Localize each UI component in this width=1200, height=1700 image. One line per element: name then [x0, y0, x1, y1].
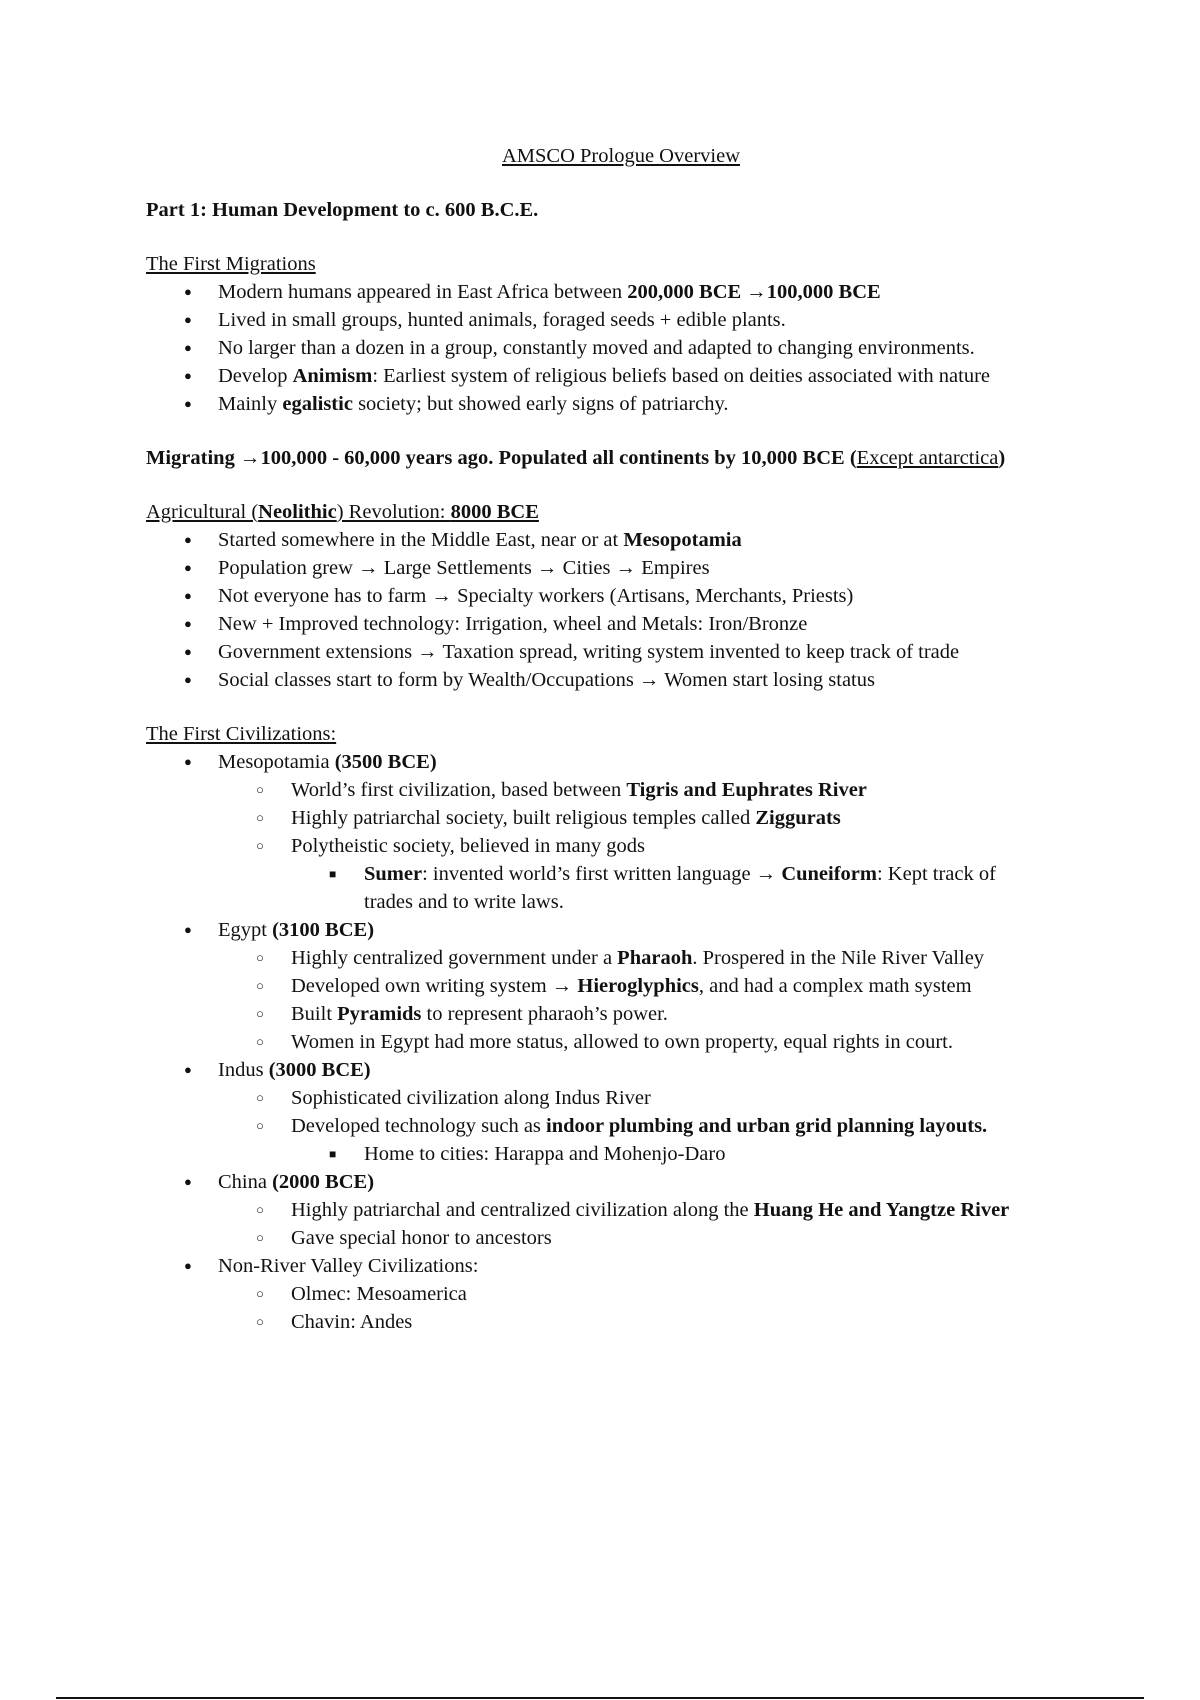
list-item: ■ Home to cities: Harappa and Mohenjo-Daro — [291, 1140, 1096, 1168]
list-item-china: ● China (2000 BCE) ○ Highly patriarchal and centralized civilization along the Huang He and Yangtze River ○ Gave special honor to ancestors — [146, 1168, 1096, 1252]
page-bottom-rule — [56, 1697, 1144, 1699]
list-item: ○ Women in Egypt had more status, allowed to own property, equal rights in court. — [218, 1028, 1096, 1056]
list-item-egypt: ● Egypt (3100 BCE) ○ Highly centralized government under a Pharaoh. Prospered in the Nile River Valley ○ Developed own writing system → Hieroglyphics, and had a complex math system ○ Built Pyramids to represent pharaoh’s power. ○ Women in Egypt had more status, allowed to own property, equal rights in court. — [146, 916, 1096, 1056]
section-first-civilizations — [146, 720, 1096, 1336]
list-item-indus: ● Indus (3000 BCE) ○ Sophisticated civilization along Indus River ○ Developed technology such as indoor plumbing and urban grid planning layouts. ■ Home to cities: Harappa and Mohenjo-Daro — [146, 1056, 1096, 1168]
sub-list — [146, 1280, 1096, 1336]
sub-list — [146, 776, 1096, 916]
list-item: ● Lived in small groups, hunted animals, foraged seeds + edible plants. — [146, 306, 1096, 334]
sub-list — [146, 1084, 1096, 1168]
document-title: AMSCO Prologue Overview — [501, 145, 740, 167]
list-item: ○ Polytheistic society, believed in many gods ■ Sumer: invented world’s first written language → Cuneiform: Kept track of trades and to write laws. — [218, 832, 1096, 916]
list-item: ● Not everyone has to farm → Specialty workers (Artisans, Merchants, Priests) — [146, 582, 1096, 610]
list-item: ● Social classes start to form by Wealth/Occupations → Women start losing status — [146, 666, 1096, 694]
section-first-migrations — [146, 250, 1096, 418]
list-item: ● Government extensions → Taxation spread, writing system invented to keep track of trade — [146, 638, 1096, 666]
section-heading: The First Migrations — [146, 253, 316, 275]
part-heading: Part 1: Human Development to c. 600 B.C.E. — [146, 199, 539, 221]
list-item: ● New + Improved technology: Irrigation, wheel and Metals: Iron/Bronze — [146, 610, 1096, 638]
list-item: ○ Gave special honor to ancestors — [218, 1224, 1096, 1252]
list-item: ○ Built Pyramids to represent pharaoh’s power. — [218, 1000, 1096, 1028]
list-item: ● Develop Animism: Earliest system of religious beliefs based on deities associated with nature — [146, 362, 1096, 390]
sub-sub-list — [291, 860, 1096, 916]
bullet-list — [146, 526, 1096, 694]
bullet-list — [146, 278, 1096, 418]
document-page — [146, 142, 1096, 1336]
list-item: ● Started somewhere in the Middle East, near or at Mesopotamia — [146, 526, 1096, 554]
list-item-mesopotamia: ● Mesopotamia (3500 BCE) ○ World’s first civilization, based between Tigris and Euphrates River ○ Highly patriarchal society, built religious temples called Ziggurats ○ Polytheistic society, believed in many gods ■ Sumer: invented world’s first written language → Cuneiform: Kept track of trades and to write laws. — [146, 748, 1096, 916]
section-agricultural-revolution — [146, 498, 1096, 694]
list-item: ● Population grew → Large Settlements → Cities → Empires — [146, 554, 1096, 582]
list-item: ● Mainly egalistic society; but showed early signs of patriarchy. — [146, 390, 1096, 418]
list-item: ○ Highly patriarchal society, built religious temples called Ziggurats — [218, 804, 1096, 832]
section-heading: The First Civilizations: — [146, 723, 337, 745]
list-item: ○ Highly centralized government under a Pharaoh. Prospered in the Nile River Valley — [218, 944, 1096, 972]
list-item: ○ World’s first civilization, based between Tigris and Euphrates River — [218, 776, 1096, 804]
sub-sub-list — [291, 1140, 1096, 1168]
list-item: ○ Olmec: Mesoamerica — [218, 1280, 1096, 1308]
list-item: ● No larger than a dozen in a group, constantly moved and adapted to changing environments. — [146, 334, 1096, 362]
list-item: ○ Highly patriarchal and centralized civilization along the Huang He and Yangtze River — [218, 1196, 1096, 1224]
list-item: ○ Chavin: Andes — [218, 1308, 1096, 1336]
list-item: ○ Developed own writing system → Hieroglyphics, and had a complex math system — [218, 972, 1096, 1000]
list-item: ● Modern humans appeared in East Africa between 200,000 BCE →100,000 BCE — [146, 278, 1096, 306]
list-item: ■ Sumer: invented world’s first written language → Cuneiform: Kept track of trades and to write laws. — [291, 860, 1012, 916]
migrating-summary: Migrating →100,000 - 60,000 years ago. Populated all continents by 10,000 BCE (Except antarctica) — [146, 447, 1006, 469]
list-item-non-river: ● Non-River Valley Civilizations: ○ Olmec: Mesoamerica ○ Chavin: Andes — [146, 1252, 1096, 1336]
bullet-list — [146, 748, 1096, 1336]
list-item: ○ Sophisticated civilization along Indus River — [218, 1084, 1096, 1112]
sub-list — [146, 1196, 1096, 1252]
sub-list — [146, 944, 1096, 1056]
section-heading: Agricultural (Neolithic) Revolution: 8000 BCE — [146, 501, 539, 523]
list-item: ○ Developed technology such as indoor plumbing and urban grid planning layouts. ■ Home to cities: Harappa and Mohenjo-Daro — [218, 1112, 1096, 1168]
